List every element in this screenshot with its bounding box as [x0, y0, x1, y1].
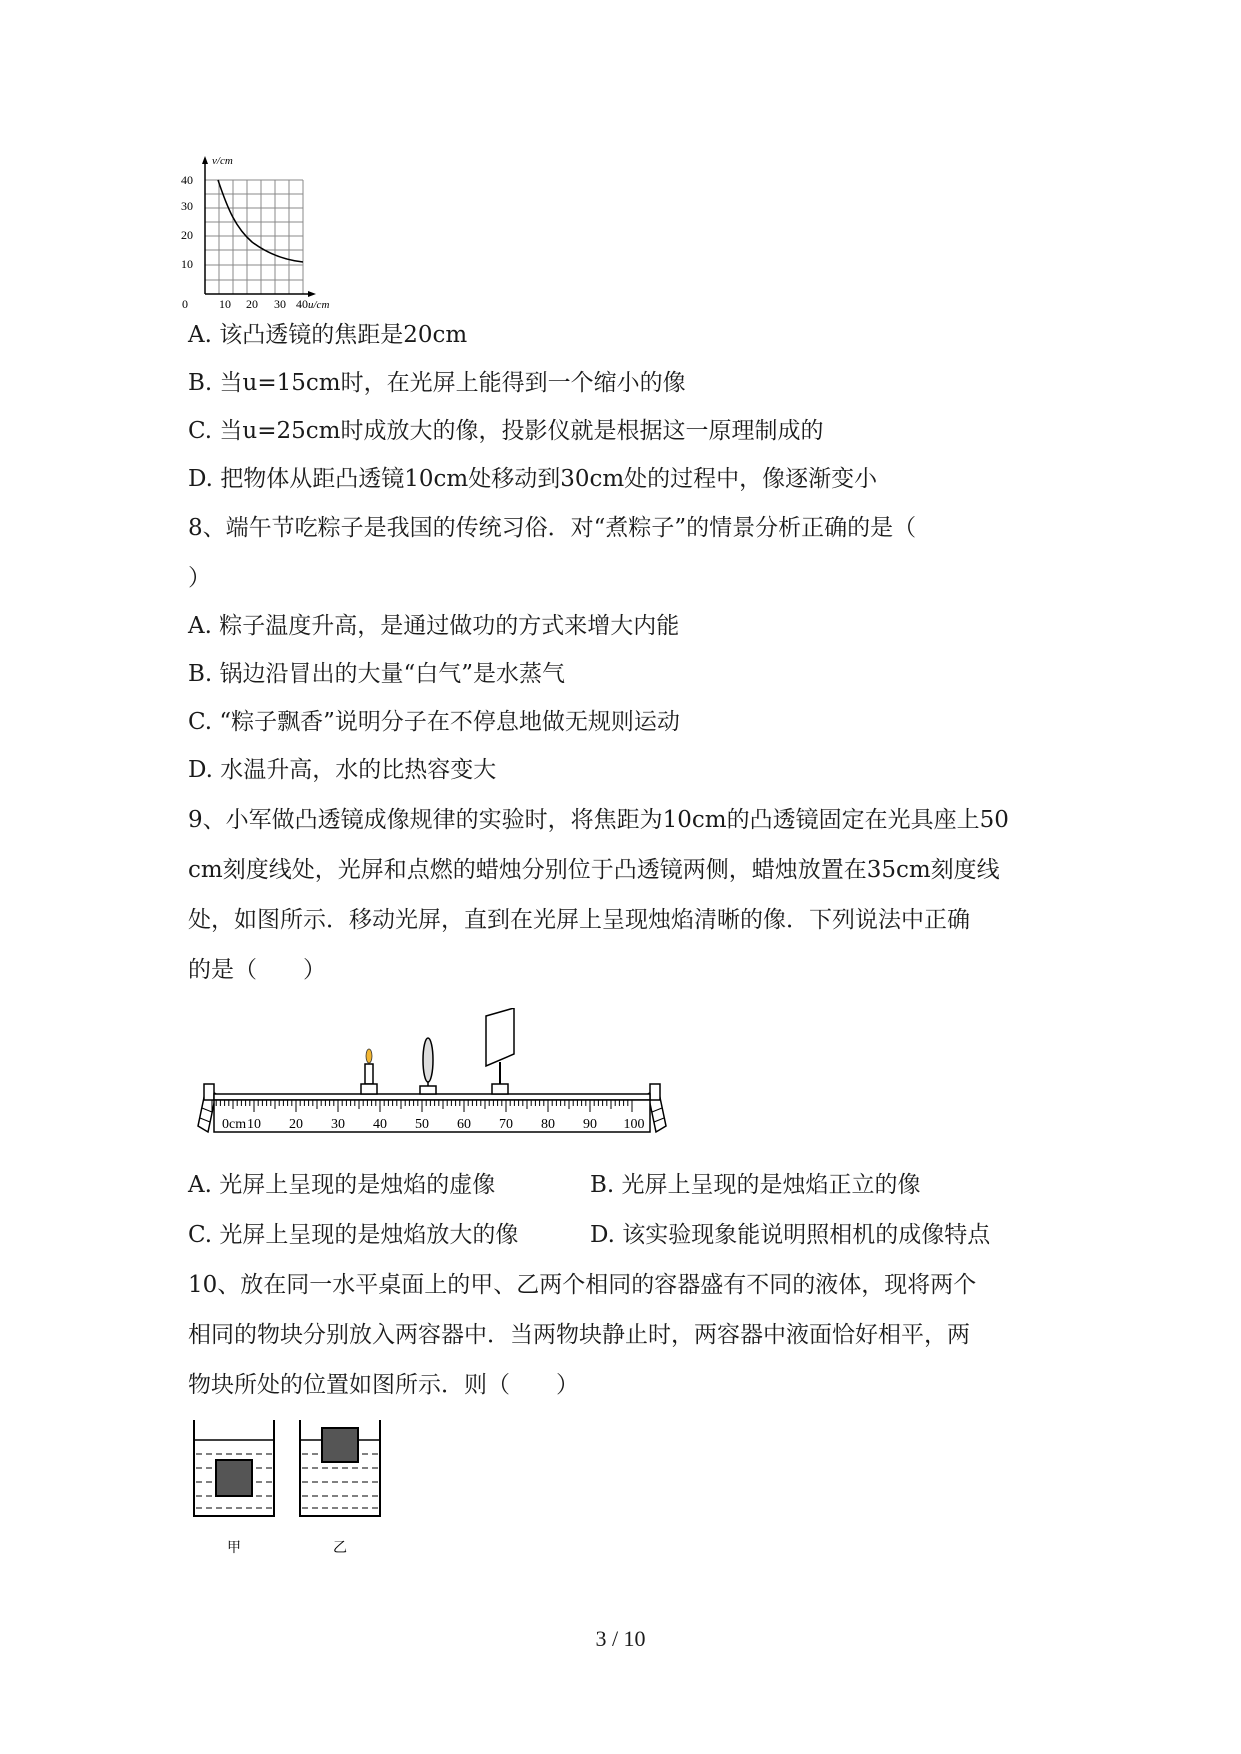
q8-option-b: B. 锅边沿冒出的大量“白气”是水蒸气: [188, 661, 566, 687]
q9-stem-line: 处，如图所示．移动光屏，直到在光屏上呈现烛焰清晰的像．下列说法中正确: [188, 907, 970, 933]
object-image-distance-graph: [180, 150, 370, 312]
q9-stem-line: 9、小军做凸透镜成像规律的实验时，将焦距为10cm的凸透镜固定在光具座上50: [188, 807, 1009, 833]
x-tick: 10: [219, 297, 231, 311]
ruler-label: 0cm: [222, 1117, 247, 1132]
ruler-label: 90: [583, 1117, 597, 1132]
y-axis-label: v/cm: [212, 155, 233, 167]
ruler-label: 100: [623, 1117, 645, 1132]
convex-lens: [423, 1038, 433, 1082]
ruler-label: 70: [499, 1117, 513, 1132]
q8-option-a: A. 粽子温度升高，是通过做功的方式来增大内能: [188, 613, 680, 639]
q8-stem: 8、端午节吃粽子是我国的传统习俗．对“煮粽子”的情景分析正确的是（: [188, 515, 917, 541]
q9-option-a: A. 光屏上呈现的是烛焰的虚像: [188, 1172, 496, 1198]
y-tick: 40: [181, 173, 193, 187]
label-yi: 乙: [333, 1541, 347, 1556]
y-tick: 20: [181, 228, 193, 242]
y-tick: 30: [181, 199, 193, 213]
x-axis-label: u/cm: [308, 299, 330, 311]
block-jia: [216, 1460, 252, 1496]
ruler-label: 30: [331, 1117, 345, 1132]
q9-stem-line: 的是（ ）: [188, 957, 326, 983]
q10-stem-line: 相同的物块分别放入两容器中．当两物块静止时，两容器中液面恰好相平，两: [188, 1322, 970, 1348]
q8-stem-cont: ）: [188, 565, 211, 591]
label-jia: 甲: [227, 1541, 241, 1556]
ruler-label: 10: [247, 1117, 261, 1132]
q8-option-c: C. “粽子飘香”说明分子在不停息地做无规则运动: [188, 709, 680, 735]
q9-option-c: C. 光屏上呈现的是烛焰放大的像: [188, 1222, 519, 1248]
q10-stem-line: 物块所处的位置如图所示．则（ ）: [188, 1372, 579, 1398]
containers-diagram: [190, 1420, 410, 1570]
ruler-label: 80: [541, 1117, 555, 1132]
page-number: 3 / 10: [595, 1626, 646, 1651]
ruler-label: 50: [415, 1117, 429, 1132]
ruler-label: 40: [373, 1117, 387, 1132]
q7-option-d: D. 把物体从距凸透镜10cm处移动到30cm处的过程中，像逐渐变小: [188, 466, 878, 492]
x-tick: 20: [246, 297, 258, 311]
q7-option-c: C. 当u=25cm时成放大的像，投影仪就是根据这一原理制成的: [188, 418, 824, 444]
ruler-label: 60: [457, 1117, 471, 1132]
q10-stem-line: 10、放在同一水平桌面上的甲、乙两个相同的容器盛有不同的液体，现将两个: [188, 1272, 977, 1298]
q9-option-b: B. 光屏上呈现的是烛焰正立的像: [590, 1172, 921, 1198]
x-tick: 40: [296, 297, 308, 311]
q8-option-d: D. 水温升高，水的比热容变大: [188, 757, 497, 783]
ruler-label: 20: [289, 1117, 303, 1132]
light-screen: [486, 1008, 514, 1066]
candle-flame: [366, 1049, 372, 1063]
candle: [365, 1064, 373, 1084]
y-tick: 10: [181, 257, 193, 271]
q7-option-a: A. 该凸透镜的焦距是20cm: [188, 322, 468, 348]
optical-bench-diagram: [188, 1008, 688, 1148]
q9-option-d: D. 该实验现象能说明照相机的成像特点: [590, 1222, 991, 1248]
origin-label: 0: [182, 297, 188, 311]
q7-option-b: B. 当u=15cm时，在光屏上能得到一个缩小的像: [188, 370, 686, 396]
block-yi: [322, 1428, 358, 1462]
q9-stem-line: cm刻度线处，光屏和点燃的蜡烛分别位于凸透镜两侧，蜡烛放置在35cm刻度线: [188, 857, 1000, 883]
x-tick: 30: [274, 297, 286, 311]
